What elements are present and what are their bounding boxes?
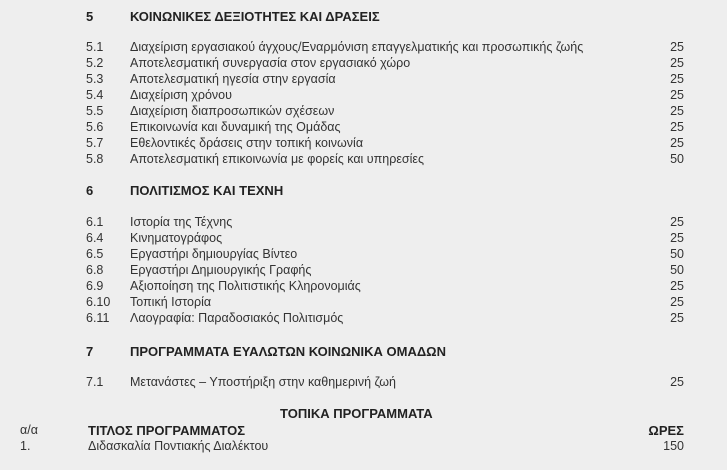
item-title: Εργαστήρι δημιουργίας Βίντεο (130, 247, 298, 261)
item-number: 6.9 (86, 279, 104, 293)
local-programs-heading: ΤΟΠΙΚΑ ΠΡΟΓΡΑΜΜΑΤΑ (280, 406, 433, 421)
item-number: 5.1 (86, 40, 104, 54)
item-hours: 25 (670, 136, 684, 150)
section-title: ΚΟΙΝΩΝΙΚΕΣ ΔΕΞΙΟΤΗΤΕΣ ΚΑΙ ΔΡΑΣΕΙΣ (130, 9, 380, 24)
section-number: 6 (86, 183, 94, 198)
column-header-hours: ΩΡΕΣ (648, 423, 684, 438)
item-number: 5.8 (86, 152, 104, 166)
item-hours: 50 (670, 247, 684, 261)
row-hours: 150 (663, 439, 684, 453)
item-title: Αποτελεσματική επικοινωνία με φορείς και υπηρεσίες (130, 152, 424, 166)
item-number: 6.4 (86, 231, 104, 245)
item-title: Λαογραφία: Παραδοσιακός Πολιτισμός (130, 311, 344, 325)
item-title: Ιστορία της Τέχνης (130, 215, 233, 229)
item-hours: 25 (670, 375, 684, 389)
item-number: 6.11 (86, 311, 110, 325)
item-number: 6.10 (86, 295, 111, 309)
section-number: 5 (86, 9, 94, 24)
item-number: 6.1 (86, 215, 104, 229)
column-header-aa: α/α (20, 423, 38, 437)
column-header-title: ΤΙΤΛΟΣ ΠΡΟΓΡΑΜΜΑΤΟΣ (88, 423, 246, 438)
item-hours: 25 (670, 40, 684, 54)
item-number: 5.3 (86, 72, 104, 86)
item-title: Εργαστήρι Δημιουργικής Γραφής (130, 263, 312, 277)
item-number: 7.1 (86, 375, 104, 389)
item-title: Κινηματογράφος (130, 231, 223, 245)
row-number: 1. (20, 439, 31, 453)
item-hours: 25 (670, 56, 684, 70)
item-number: 5.6 (86, 120, 104, 134)
item-hours: 25 (670, 279, 684, 293)
item-title: Μετανάστες – Υποστήριξη στην καθημερινή ζωή (130, 375, 396, 389)
item-title: Αξιοποίηση της Πολιτιστικής Κληρονομιάς (130, 279, 361, 293)
item-title: Διαχείριση χρόνου (130, 88, 232, 102)
item-title: Διαχείριση εργασιακού άγχους/Εναρμόνιση επαγγελματικής και προσωπικής ζωής (130, 40, 584, 54)
item-hours: 25 (670, 104, 684, 118)
item-number: 5.5 (86, 104, 104, 118)
section-title: ΠΟΛΙΤΙΣΜΟΣ ΚΑΙ ΤΕΧΝΗ (130, 183, 284, 198)
item-title: Επικοινωνία και δυναμική της Ομάδας (130, 120, 341, 134)
item-title: Εθελοντικές δράσεις στην τοπική κοινωνία (130, 136, 364, 150)
item-hours: 25 (670, 72, 684, 86)
item-hours: 50 (670, 152, 684, 166)
section-title: ΠΡΟΓΡΑΜΜΑΤΑ ΕΥΑΛΩΤΩΝ ΚΟΙΝΩΝΙΚΑ ΟΜΑΔΩΝ (130, 344, 446, 359)
item-title: Αποτελεσματική ηγεσία στην εργασία (130, 72, 336, 86)
section-number: 7 (86, 344, 94, 359)
item-hours: 25 (670, 231, 684, 245)
item-title: Αποτελεσματική συνεργασία στον εργασιακό χώρο (130, 56, 411, 70)
item-number: 5.4 (86, 88, 104, 102)
item-number: 5.2 (86, 56, 104, 70)
item-title: Τοπική Ιστορία (130, 295, 212, 309)
item-hours: 25 (670, 311, 684, 325)
item-number: 5.7 (86, 136, 104, 150)
item-hours: 25 (670, 120, 684, 134)
item-hours: 50 (670, 263, 684, 277)
row-title: Διδασκαλία Ποντιακής Διαλέκτου (88, 439, 269, 453)
item-hours: 25 (670, 295, 684, 309)
item-hours: 25 (670, 88, 684, 102)
item-number: 6.8 (86, 263, 104, 277)
item-hours: 25 (670, 215, 684, 229)
item-number: 6.5 (86, 247, 104, 261)
item-title: Διαχείριση διαπροσωπικών σχέσεων (130, 104, 335, 118)
